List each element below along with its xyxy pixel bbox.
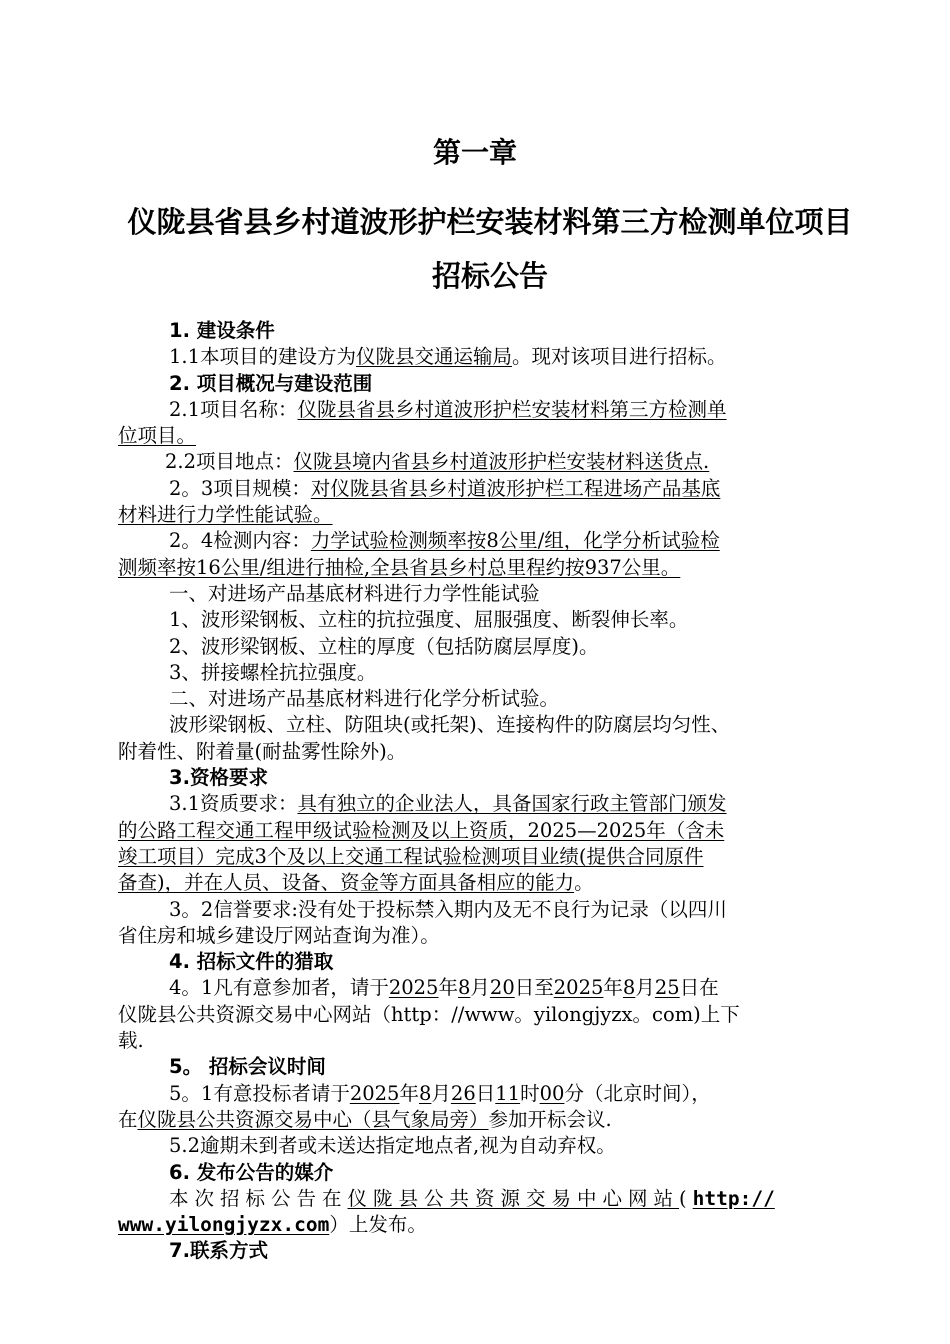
notice-body	[118, 318, 863, 1265]
credit-line1: 3。2信誉要求:没有处于投标禁入期内及无不良行为记录（以四川	[169, 897, 727, 921]
test-content-value: 力学试验检测频率按8公里/组，化学分析试验检	[310, 529, 720, 553]
section-2-heading: 2. 项目概况与建设范围	[169, 371, 373, 395]
media-line2	[118, 1212, 863, 1238]
qualification-line3	[118, 844, 863, 870]
credit-line2: 省住房和城乡建设厅网站查询为准）。	[118, 923, 440, 947]
text: 。现对该项目进行招标。	[512, 345, 727, 369]
text: 3.1资质要求：	[169, 792, 298, 816]
text: ）上发布。	[329, 1213, 427, 1237]
text: 2。4检测内容：	[169, 529, 311, 553]
section-7-heading: 7.联系方式	[169, 1239, 268, 1263]
test-content-line1	[118, 528, 863, 554]
meeting-minute: 00	[539, 1081, 565, 1105]
text: 2.2项目地点：	[165, 450, 294, 474]
test-list-item: 波形梁钢板、立柱、防阻块(或托架)、连接构件的防腐层均匀性、	[169, 713, 731, 737]
section-3-heading: 3.资格要求	[169, 766, 268, 790]
builder-name: 仪陇县交通运输局	[356, 345, 513, 369]
qualification-value-cont: 的公路工程交通工程甲级试验检测及以上资质，2025—2025年（含未	[118, 818, 725, 842]
test-list-item: 1、波形梁钢板、立柱的抗拉强度、屈服强度、断裂伸长率。	[169, 608, 689, 632]
section-5-heading: 5。 招标会议时间	[169, 1055, 326, 1079]
qualification-value-cont: 备查)，并在人员、设备、资金等方面具备相应的能力	[118, 871, 575, 895]
section-6-heading: 6. 发布公告的媒介	[169, 1160, 334, 1184]
text: 本次招标公告在	[169, 1186, 348, 1210]
meeting-line1	[118, 1081, 863, 1107]
end-year: 2025	[553, 976, 604, 1000]
meeting-day: 26	[450, 1081, 476, 1105]
text: 2.1项目名称：	[169, 397, 298, 421]
meeting-line2	[118, 1107, 863, 1133]
project-name: 仪陇县省县乡村道波形护栏安装材料第三方检测单	[297, 397, 727, 421]
text: 月	[431, 1081, 451, 1105]
meeting-month: 8	[418, 1081, 432, 1105]
scale-value: 对仪陇县省县乡村道波形护栏工程进场产品基底	[310, 476, 721, 500]
section-1-heading: 1. 建设条件	[169, 319, 275, 342]
text: 年	[603, 976, 623, 1000]
test-content-line2	[118, 555, 863, 581]
media-site-name: 仪陇县公共资源交易中心网站	[347, 1186, 680, 1210]
text: 时	[520, 1081, 540, 1105]
qualification-line4	[118, 870, 863, 896]
end-month: 8	[622, 976, 636, 1000]
meeting-hour: 11	[495, 1081, 521, 1105]
late-notice: 5.2逾期未到者或未送达指定地点者,视为自动弃权。	[169, 1134, 616, 1158]
qualification-line1	[118, 791, 863, 817]
text: 年	[438, 976, 458, 1000]
project-name-cont: 位项目。	[118, 424, 197, 448]
test-list-item: 2、波形梁钢板、立柱的厚度（包括防腐层厚度)。	[169, 634, 599, 658]
text: 2。3项目规模：	[169, 476, 311, 500]
test-list-item: 一、对进场产品基底材料进行力学性能试验	[169, 581, 540, 605]
download-line2: 仪陇县公共资源交易中心网站（http：//www。yilongjyzx。com)上下	[118, 1002, 740, 1026]
qualification-value-cont: 竣工项目）完成3个及以上交通工程试验检测项目业绩(提供合同原件	[118, 844, 704, 868]
section-1-paragraph	[118, 344, 863, 370]
project-location	[118, 449, 863, 475]
section-4-heading: 4. 招标文件的猎取	[169, 950, 334, 974]
text: 月	[470, 976, 490, 1000]
project-scale-line1	[118, 476, 863, 502]
media-url-link[interactable]: http://	[692, 1186, 775, 1210]
download-line1	[118, 975, 863, 1001]
scale-value-cont: 材料进行力学性能试验。	[118, 503, 333, 527]
text: 年	[399, 1081, 419, 1105]
media-url-link-cont[interactable]: www.yilongjyzx.com	[118, 1213, 330, 1237]
text: 分（北京时间），	[564, 1081, 711, 1105]
start-month: 8	[457, 976, 471, 1000]
test-list-item-cont: 附着性、附着量(耐盐雾性除外)。	[118, 739, 407, 763]
text: 4。1凡有意参加者，请于	[169, 976, 389, 1000]
text: 日至	[514, 976, 554, 1000]
text: 月	[635, 976, 655, 1000]
end-day: 25	[654, 976, 680, 1000]
text: 日	[475, 1081, 496, 1105]
text: 。	[574, 871, 594, 895]
text: 日在	[679, 976, 719, 1000]
test-content-value-cont: 测频率按16公里/组进行抽检,全县省县乡村总里程约按937公里。	[118, 555, 681, 579]
notice-title-line2: 招标公告	[431, 259, 548, 293]
meeting-year: 2025	[349, 1081, 400, 1105]
text: 1.1本项目的建设方为	[169, 345, 357, 369]
start-year: 2025	[388, 976, 439, 1000]
project-name-line2	[118, 423, 863, 449]
project-name-line1	[118, 397, 863, 423]
media-line1	[118, 1186, 863, 1212]
chapter-heading: 第一章	[432, 136, 517, 169]
download-line3: 载.	[118, 1029, 144, 1053]
location-value: 仪陇县境内省县乡村道波形护栏安装材料送货点.	[293, 450, 710, 474]
notice-title-line1: 仪陇县省县乡村道波形护栏安装材料第三方检测单位项目	[127, 205, 853, 239]
test-list-item: 二、对进场产品基底材料进行化学分析试验。	[169, 687, 560, 711]
text: 5。1有意投标者请于	[169, 1081, 350, 1105]
project-scale-line2	[118, 502, 863, 528]
meeting-place: 仪陇县公共资源交易中心（县气象局旁）	[137, 1107, 489, 1131]
text: 在	[118, 1107, 138, 1131]
qualification-line2	[118, 818, 863, 844]
text: (	[679, 1186, 693, 1210]
test-list-item: 3、拼接螺栓抗拉强度。	[169, 660, 377, 684]
text: 参加开标会议.	[488, 1107, 612, 1131]
start-day: 20	[489, 976, 515, 1000]
qualification-value: 具有独立的企业法人，具备国家行政主管部门颁发	[297, 792, 727, 816]
